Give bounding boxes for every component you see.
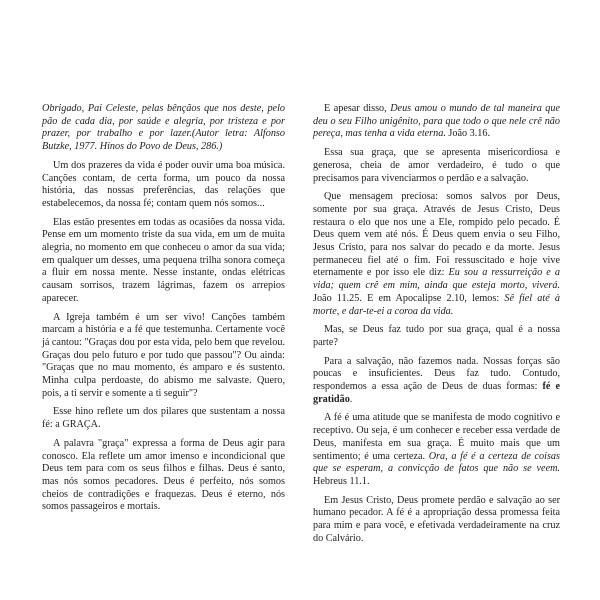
paragraph: Em Jesus Cristo, Deus promete perdão e salvação ao ser humano pecador. A fé é a apropriação dessa promessa feita para mim e para você, e efetivada verdadeiramente na cruz do Calvário. (313, 494, 560, 544)
left-page-text (42, 103, 285, 520)
hymn-quote: Obrigado, Pai Celeste, pelas bênçãos que nos deste, pelo pão de cada dia, por saúde e alegria, por tristeza e por prazer, por trabalho e por lazer.(Autor letra: Alfonso Butzke, 1977. Hinos do Povo de Deus, 286.) (42, 103, 285, 153)
text-run: . (349, 393, 353, 405)
text-run: A fé é uma atitude que se manifesta de modo cognitivo e receptivo. Ou seja, é um conhecer e receber essa verdade de Deus, manifesta em sua graça. É muito mais que um sentimento; é uma certeza. (313, 412, 560, 462)
text-run: Hebreus 11.1. (313, 475, 370, 487)
text-run: Que mensagem preciosa: somos salvos por Deus, somente por sua graça. Através de Jesus Cristo, Deus restaura o elo que nos une a Ele, rompido pelo pecado. É Deus quem vem até nós. É Deus quem envia o seu Filho, Jesus Cristo, para nos salvar do pecado e da morte. Jesus permaneceu fiel até o fim. Foi ressuscitado e hoje vive eternamente e por isso ele diz: (313, 191, 560, 279)
bold-phrase: fé e gratidão (313, 381, 561, 405)
text-run: Para a salvação, não fazemos nada. Nossas forças são poucas e insuficientes. Deus faz tudo. Contudo, respondemos a essa ação de Deus de duas formas: (313, 355, 560, 393)
paragraph (313, 103, 560, 141)
paragraph: Mas, se Deus faz tudo por sua graça, qual é a nossa parte? (313, 324, 560, 348)
text-run: João 11.25. E em Apocalipse 2.10, lemos: (313, 292, 505, 304)
paragraph: Esse hino reflete um dos pilares que sustentam a nossa fé: a GRAÇA. (42, 406, 285, 431)
paragraph: Elas estão presentes em todas as ocasiões da nossa vida. Pense em um momento triste da sua vida, em um de muita alegria, no momento em que conheceu o amor da sua vida; em qualquer um desses, uma pequena trilha sonora começa a fluir em nossa mente. Nesse instante, ondas elétricas causam sorrisos, trazem lágrimas, fazem os arrepios aparecer. (42, 216, 285, 304)
text-run: João 3.16. (445, 128, 491, 140)
right-page-text (313, 103, 560, 552)
paragraph (313, 412, 560, 488)
paragraph: Essa sua graça, que se apresenta misericordiosa e generosa, cheia de amor verdadeiro, é tudo o que precisamos para vivenciarmos o perdão e a salvação. (313, 147, 560, 184)
paragraph (313, 191, 560, 318)
bible-quote: Deus amou o mundo de tal maneira que deu o seu Filho unigênito, para que todo o que nele crê não pereça, mas tenha a vida eterna. (313, 103, 561, 140)
bible-quote: Ora, a fé é a certeza de coisas que se esperam, a convicção de fatos que não se veem. (313, 450, 560, 475)
paragraph: A palavra "graça" expressa a forma de Deus agir para conosco. Ela reflete um amor imenso e incondicional que Deus tem para com os seus filhos e filhas. Deus é santo, mas nós somos pecadores. Deus é perfeito, nós somos cheios de contradições e fraquezas. Deus é eterno, nós somos passageiros e mortais. (42, 437, 285, 513)
paragraph: Um dos prazeres da vida é poder ouvir uma boa música. Canções contam, de certa forma, um pouco da nossa história, das nossas preferências, das relações que estabelecemos, da nossa fé; contam quem nós somos... (42, 159, 285, 209)
bible-quote: Eu sou a ressurreição e a vida; quem crê em mim, ainda que esteja morto, viverá. (313, 267, 560, 292)
paragraph (313, 356, 560, 407)
paragraph: A Igreja também é um ser vivo! Canções também marcam a história e a fé que testemunha. Certamente você já cantou: "Graças dou por esta vida, pelo bem que revelou. Graças dou pelo futuro e por tudo que passou"? Ou ainda: "Graças que no mau momento, és amparo e és sustento. Minha culpa perdoaste, do abismo me salvaste. Quero, pois, a ti servir e somente a ti seguir"? (42, 311, 285, 399)
bible-quote: Sê fiel até à morte, e dar-te-ei a coroa da vida. (313, 292, 560, 317)
text-run: E apesar disso, (324, 103, 391, 114)
